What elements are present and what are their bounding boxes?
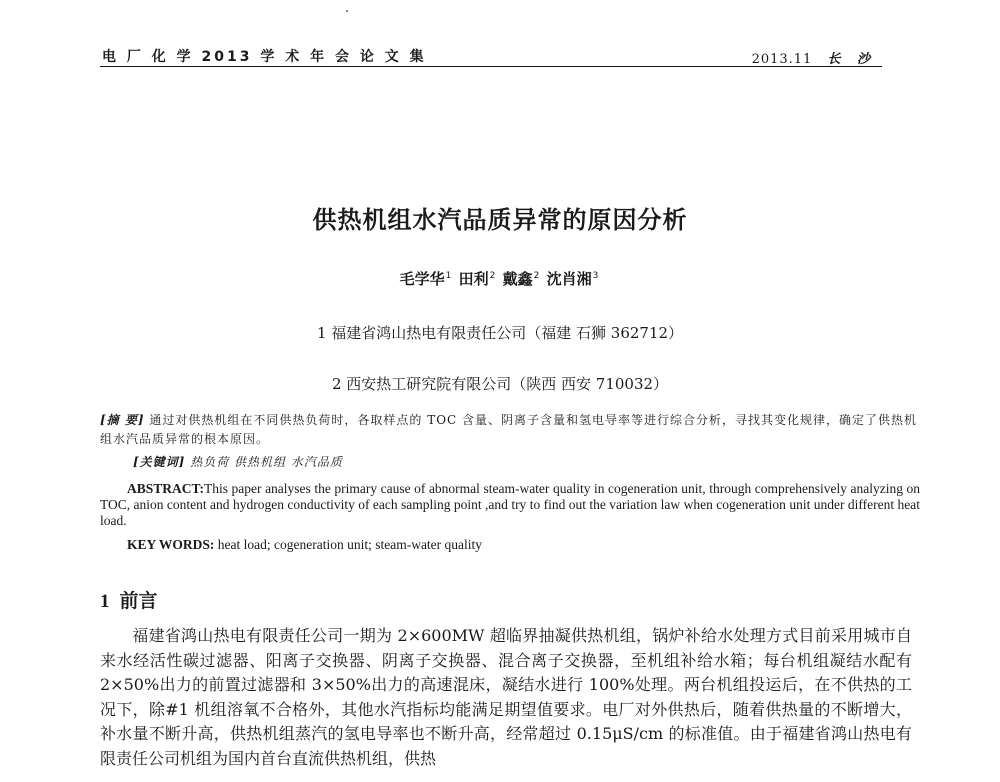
section-title: 前言 <box>119 590 158 612</box>
author-affil-mark: 1 <box>445 271 452 281</box>
abstract-en-text: This paper analyses the primary cause of abnormal steam-water quality in cogeneration unit, through comprehensively analyzing on TOC, anion content and hydrogen conductivity of each sampling point ,and try to find out the variation law when cogeneration unit under different heat load. <box>100 481 920 528</box>
abstract-chinese <box>100 411 920 449</box>
author-list <box>0 268 1000 289</box>
keywords-en-text: heat load; cogeneration unit; steam-water quality <box>217 537 483 552</box>
affiliation-1: 1 福建省鸿山热电有限责任公司（福建 石狮 362712） <box>316 324 684 342</box>
header-date-city <box>752 48 876 67</box>
scan-speck <box>346 10 348 12</box>
author-affil-mark: 2 <box>533 271 540 281</box>
keywords-cn-label: [关键词] <box>133 455 186 469</box>
abstract-en-label: ABSTRACT: <box>127 481 205 496</box>
section-heading <box>100 586 158 613</box>
paper-title: 供热机组水汽品质异常的原因分析 <box>312 206 688 234</box>
author-name: 毛学华 <box>399 270 445 288</box>
author-affil-mark: 3 <box>592 271 599 281</box>
keywords-english <box>127 537 907 553</box>
keywords-cn-text: 热负荷 供热机组 水汽品质 <box>190 455 343 469</box>
abstract-cn-label: [摘 要] <box>100 413 145 427</box>
paragraph-text: 福建省鸿山热电有限责任公司一期为 2×600MW 超临界抽凝供热机组，锅炉补给水处理方式目前采用城市自来水经活性碳过滤器、阳离子交换器、阴离子交换器、混合离子交换器，至机组补给水箱；每台机组凝结水配有 2×50%出力的前置过滤器和 3×50%出力的高速混床，凝结水进行 100%处理。两台机组投运后，在不供热的工况下，除#1 机组溶氧不合格外，其他水汽指标均能满足期望值要求。电厂对外供热后，随着供热量的不断增大，补水量不断升高，供热机组蒸汽的氢电导率也不断升高，经常超过 0.15μS/cm 的标准值。由于福建省鸿山热电有限责任公司机组为国内首台直流供热机组，供热 <box>100 626 912 768</box>
keywords-chinese <box>133 453 913 470</box>
author-name: 田利 <box>458 270 489 288</box>
journal-name: 电 厂 化 学 2013 学 术 年 会 论 文 集 <box>102 49 427 65</box>
running-header <box>100 44 882 67</box>
abstract-cn-text: 通过对供热机组在不同供热负荷时，各取样点的 TOC 含量、阴离子含量和氢电导率等进行综合分析，寻找其变化规律，确定了供热机组水汽品质异常的根本原因。 <box>100 413 918 446</box>
abstract-english <box>100 481 920 529</box>
body-paragraph <box>100 624 912 771</box>
affiliation-2: 2 西安热工研究院有限公司（陕西 西安 710032） <box>331 375 669 393</box>
author-affil-mark: 2 <box>489 271 496 281</box>
section-number: 1 <box>100 591 110 612</box>
header-date: 2013.11 <box>751 52 813 67</box>
keywords-en-label: KEY WORDS: <box>127 537 215 552</box>
author-name: 沈肖湘 <box>546 270 592 288</box>
header-city: 长 沙 <box>827 52 876 67</box>
author-name: 戴鑫 <box>502 270 533 288</box>
